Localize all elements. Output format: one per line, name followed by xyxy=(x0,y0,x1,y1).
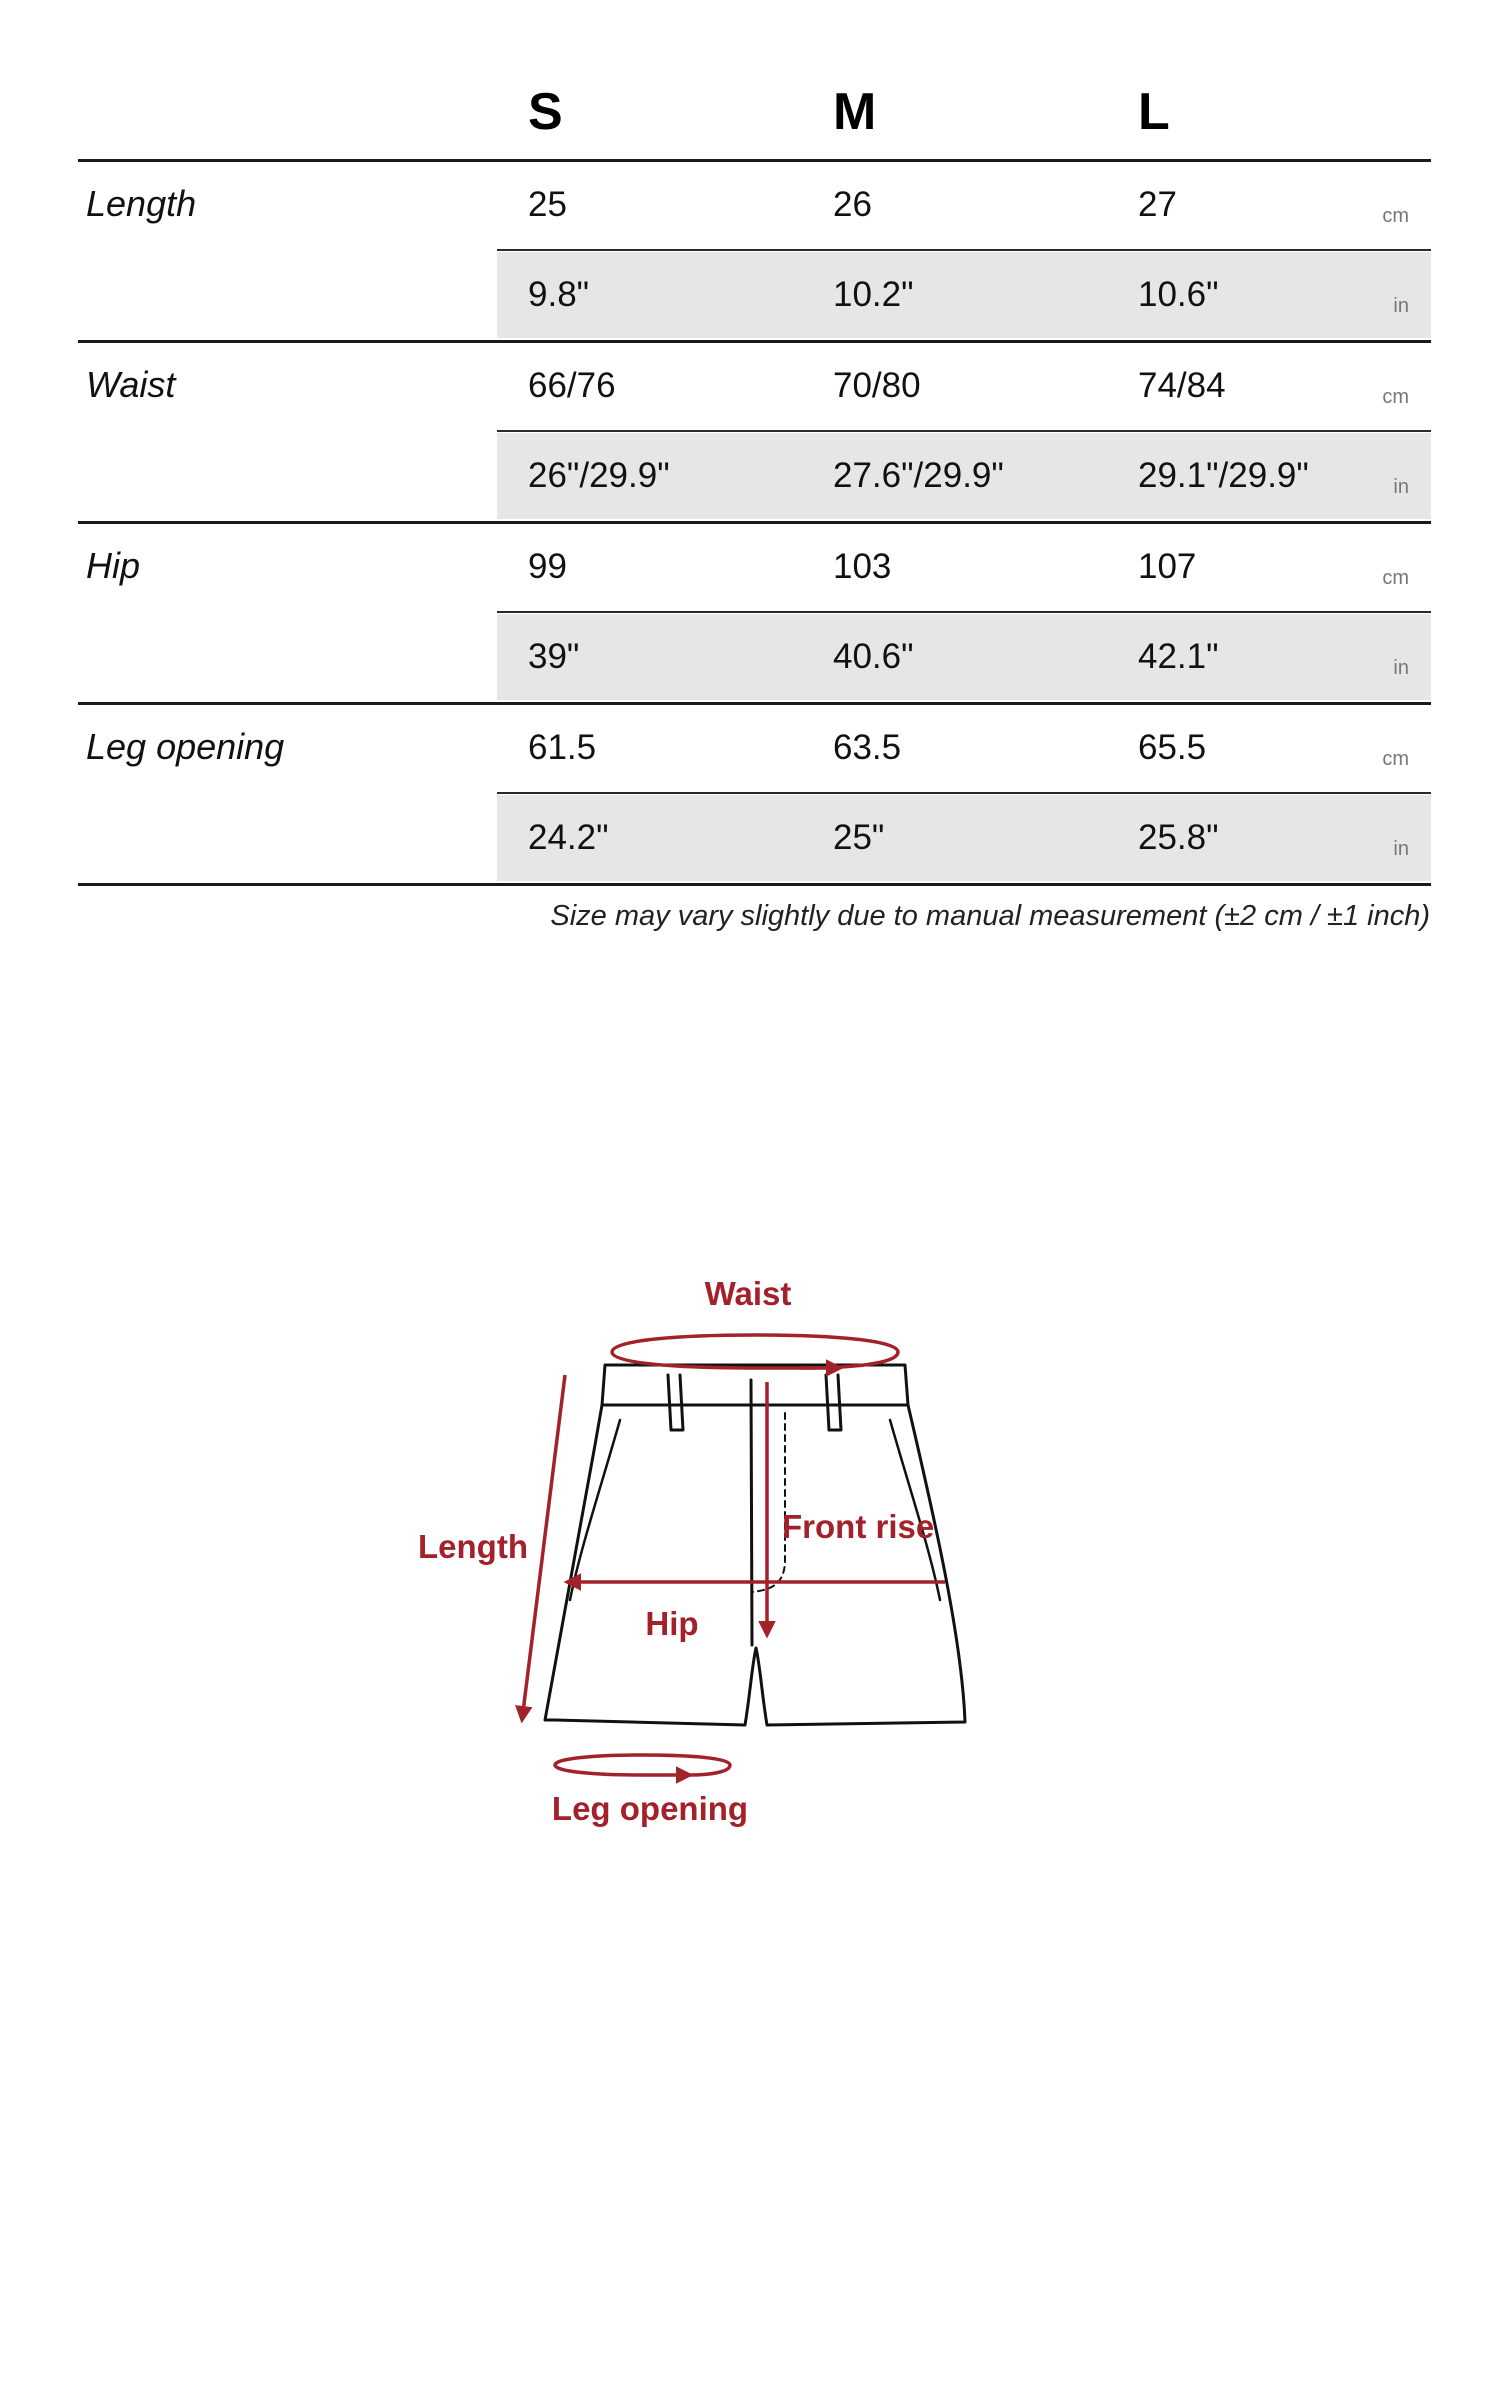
front-rise-label: Front rise xyxy=(782,1508,935,1545)
row-divider xyxy=(497,430,1431,432)
unit-cm: cm xyxy=(1382,748,1409,770)
length-cm-l: 27 xyxy=(1138,185,1177,224)
waist-in-l: 29.1"/29.9" xyxy=(1138,456,1309,495)
unit-cm: cm xyxy=(1382,386,1409,408)
table-divider xyxy=(78,883,1431,886)
hip-cm-m: 103 xyxy=(833,547,892,586)
leg-opening-in-s: 24.2" xyxy=(528,818,609,857)
table-divider xyxy=(78,159,1431,162)
row-divider xyxy=(497,249,1431,251)
shorts-measurement-diagram xyxy=(0,1240,1500,1860)
size-header-l: L xyxy=(1138,83,1170,141)
length-in-m: 10.2" xyxy=(833,275,914,314)
table-divider xyxy=(78,702,1431,705)
row-divider xyxy=(497,792,1431,794)
measure-label-length: Length xyxy=(86,183,197,224)
length-in-l: 10.6" xyxy=(1138,275,1219,314)
leg-opening-cm-s: 61.5 xyxy=(528,728,597,767)
leg-opening-in-l: 25.8" xyxy=(1138,818,1219,857)
measurement-note: Size may vary slightly due to manual measurement (±2 cm / ±1 inch) xyxy=(550,900,1430,932)
waist-cm-m: 70/80 xyxy=(833,366,921,405)
leg-opening-cm-m: 63.5 xyxy=(833,728,902,767)
hip-label: Hip xyxy=(645,1605,699,1642)
waist-label: Waist xyxy=(704,1275,792,1312)
size-header-m: M xyxy=(833,83,877,141)
waist-cm-s: 66/76 xyxy=(528,366,616,405)
unit-in: in xyxy=(1393,657,1409,679)
waist-cm-l: 74/84 xyxy=(1138,366,1226,405)
leg-opening-label: Leg opening xyxy=(551,1790,749,1827)
table-divider xyxy=(78,521,1431,524)
unit-in: in xyxy=(1393,295,1409,317)
waist-in-m: 27.6"/29.9" xyxy=(833,456,1004,495)
row-divider xyxy=(497,611,1431,613)
hip-in-l: 42.1" xyxy=(1138,637,1219,676)
leg-opening-cm-l: 65.5 xyxy=(1138,728,1207,767)
inch-row-bg xyxy=(497,252,1431,338)
measure-label-waist: Waist xyxy=(86,364,176,405)
unit-in: in xyxy=(1393,476,1409,498)
shorts-illustration xyxy=(0,1240,1500,1860)
length-in-s: 9.8" xyxy=(528,275,590,314)
hip-in-s: 39" xyxy=(528,637,580,676)
shorts-outline xyxy=(545,1365,965,1725)
table-divider xyxy=(78,340,1431,343)
length-cm-s: 25 xyxy=(528,185,567,224)
length-label: Length xyxy=(418,1528,528,1565)
measure-label-hip: Hip xyxy=(86,545,141,586)
inch-row-bg xyxy=(497,795,1431,881)
measure-label-leg-opening: Leg opening xyxy=(86,726,285,767)
unit-cm: cm xyxy=(1382,567,1409,589)
leg-opening-in-m: 25" xyxy=(833,818,885,857)
inch-row-bg xyxy=(497,614,1431,700)
unit-cm: cm xyxy=(1382,205,1409,227)
hip-cm-s: 99 xyxy=(528,547,567,586)
hip-cm-l: 107 xyxy=(1138,547,1197,586)
waist-in-s: 26"/29.9" xyxy=(528,456,670,495)
unit-in: in xyxy=(1393,838,1409,860)
length-cm-m: 26 xyxy=(833,185,872,224)
size-header-s: S xyxy=(528,83,563,141)
hip-in-m: 40.6" xyxy=(833,637,914,676)
